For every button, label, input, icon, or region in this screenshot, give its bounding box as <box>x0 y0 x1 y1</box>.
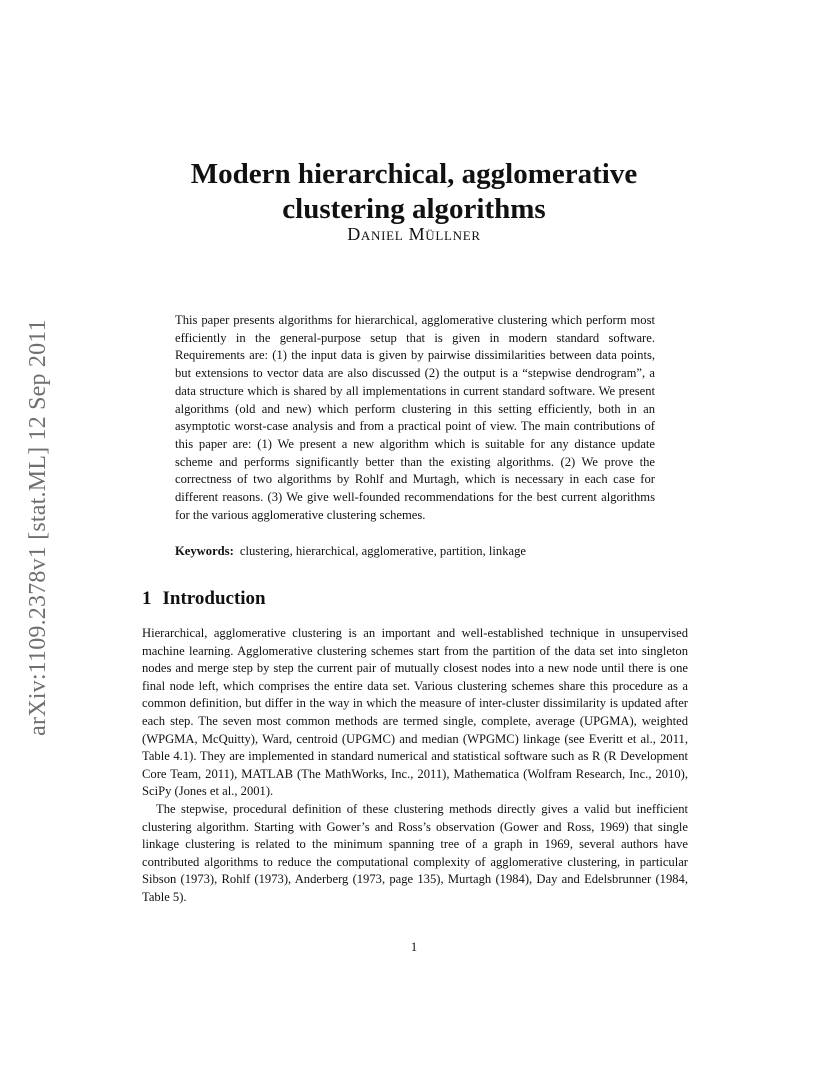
page-number: 1 <box>410 940 418 954</box>
arxiv-identifier-text: arXiv:1109.2378v1 [stat.ML] 12 Sep 2011 <box>24 318 51 736</box>
abstract: This paper presents algorithms for hierarchical, agglomerative clustering which perform most efficiently in the general-purpose setup that is given in modern standard software. Requirements are: (1) the input data is given by pairwise dissimilarities between data points, but extensions to vector data are also discussed (2) the output is a “stepwise dendrogram”, a data structure which is shared by all implementations in current standard software. We present algorithms (old and new) which perform clustering in this setting efficiently, both in an asymptotic worst-case analysis and from a practical point of view. The main contributions of this paper are: (1) We present a new algorithm which is suitable for any distance update scheme and performs significantly better than the existing algorithms. (2) We prove the correctness of two algorithms by Rohlf and Murtagh, which is necessary in each case for different reasons. (3) We give well-founded recommendations for the best current algorithms for the various agglomerative clustering schemes. <box>175 313 655 522</box>
keywords-list: clustering, hierarchical, agglomerative, partition, linkage <box>239 544 526 558</box>
paper-title <box>0 157 828 227</box>
paragraph: Hierarchical, agglomerative clustering is an important and well-established technique in unsupervised machine learning. Agglomerative clustering schemes start from the partition of the data set into singleton nodes and merge step by step the current pair of mutually closest nodes into a new node until there is one final node left, which comprises the entire data set. Various clustering schemes share this procedure as a common definition, but differ in the way in which the measure of inter-cluster dissimilarity is updated after each step. The seven most common methods are termed single, complete, average (UPGMA), weighted (WPGMA, McQuitty), Ward, centroid (UPGMC) and median (WPGMC) linkage (see Everitt et al., 2011, Table 4.1). They are implemented in standard numerical and statistical software such as R (R Development Core Team, 2011), MATLAB (The MathWorks, Inc., 2011), Mathematica (Wolfram Research, Inc., 2010), SciPy (Jones et al., 2001). <box>142 626 688 799</box>
paper-title-line-1: Modern hierarchical, agglomerative <box>190 158 638 191</box>
section-title: Introduction <box>162 588 266 609</box>
author-name: Daniel Müllner <box>347 224 481 244</box>
paragraph: The stepwise, procedural definition of these clustering methods directly gives a valid but inefficient clustering algorithm. Starting with Gower’s and Ross’s observation (Gower and Ross, 1969) that single linkage clustering is related to the minimum spanning tree of a graph in 1969, several authors have contributed algorithms to reduce the computational complexity of agglomerative clustering, in particular Sibson (1973), Rohlf (1973), Anderberg (1973, page 135), Murtagh (1984), Day and Edelsbrunner (1984, Table 5). <box>142 801 688 904</box>
paper-title-line-2: clustering algorithms <box>282 193 546 226</box>
section-heading <box>142 587 266 611</box>
keywords <box>175 542 655 560</box>
keywords-label: Keywords: <box>175 544 234 558</box>
section-body <box>142 625 688 907</box>
arxiv-identifier-stamp <box>20 292 56 762</box>
section-number: 1 <box>142 588 152 609</box>
